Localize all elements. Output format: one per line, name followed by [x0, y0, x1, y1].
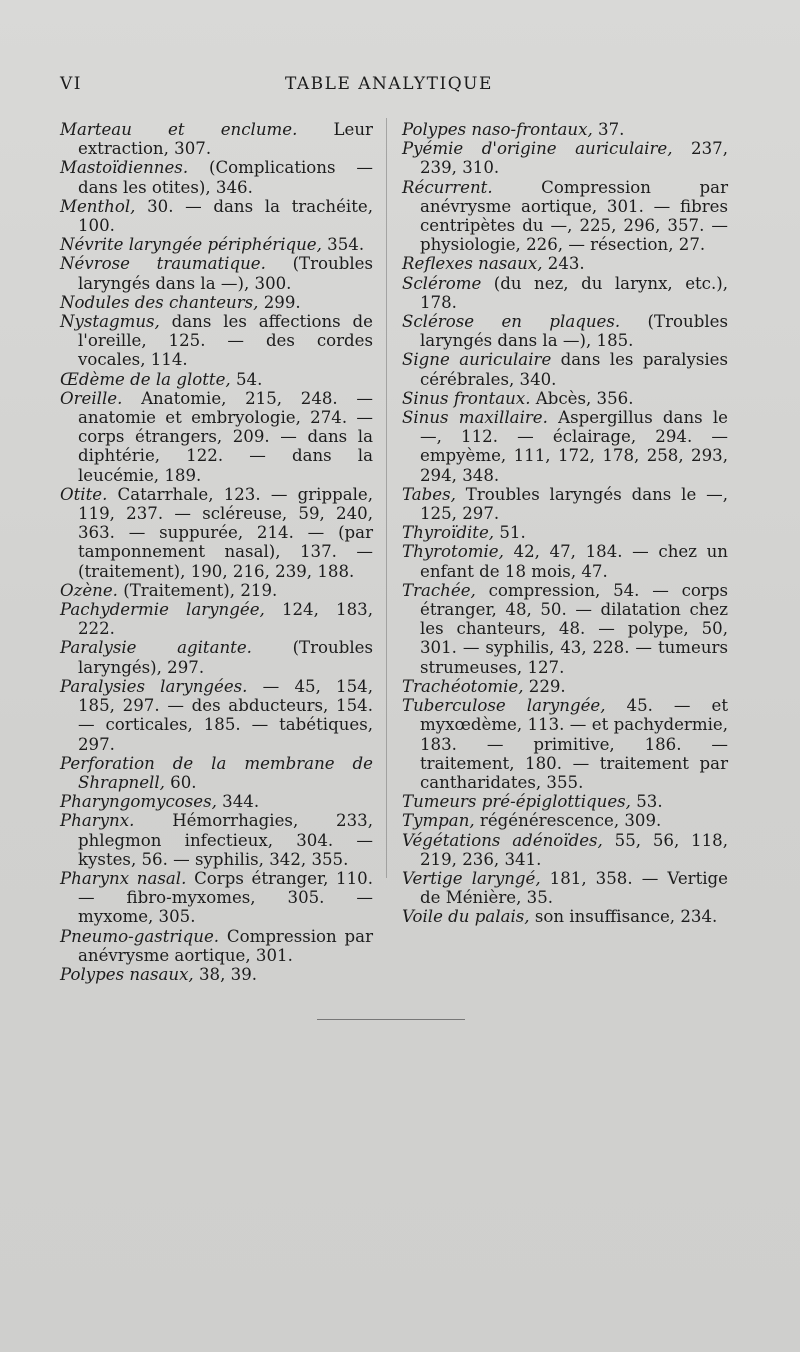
index-entry [402, 792, 728, 811]
entry-references: 237, 239, 310. [420, 139, 728, 178]
index-entry [402, 120, 728, 139]
entry-headword: Reflexes nasaux, [402, 254, 543, 274]
entry-headword: Sinus frontaux. [402, 388, 531, 408]
entry-headword: Thyrotomie, [402, 542, 504, 562]
entry-references: Aspergillus dans le —, 112. — éclairage, 294. — empyème, 111, 172, 178, 258, 293, 294, 348. [420, 408, 728, 485]
entry-headword: Ozène. [60, 580, 118, 600]
entry-references: Compression par anévrysme aortique, 301. — fibres centripètes du —, 225, 296, 357. — physiologie, 226, — résection, 27. [420, 177, 728, 255]
entry-headword: Nystagmus, [60, 312, 160, 332]
entry-references: compression, 54. — corps étranger, 48, 50. — dilatation chez les chanteurs, 48. — polype, 50, 301. — syphilis, 43, 228. — tumeurs strumeuses, 127. [420, 580, 728, 677]
index-column-left [60, 120, 373, 984]
entry-references: Hémorrhagies, 233, phlegmon infectieux, 304. — kystes, 56. — syphilis, 342, 355. [78, 811, 373, 869]
index-entry [402, 139, 728, 177]
entry-headword: Œdème de la glotte, [60, 369, 231, 389]
entry-headword: Trachéotomie, [402, 676, 524, 696]
page-number: VI [60, 74, 82, 94]
entry-headword: Tuberculose laryngée, [402, 696, 606, 716]
entry-headword: Polypes nasaux, [60, 964, 194, 984]
index-entry [402, 408, 728, 485]
index-entry [60, 754, 373, 792]
entry-references: son insuffisance, 234. [529, 907, 718, 927]
entry-headword: Trachée, [402, 580, 476, 600]
entry-references: 229. [523, 676, 566, 696]
entry-headword: Voile du palais, [402, 907, 530, 927]
entry-references: 38, 39. [193, 964, 258, 984]
entry-headword: Thyroïdite, [402, 523, 495, 543]
entry-references: Leur extraction, 307. [78, 120, 373, 159]
entry-headword: Pharynx nasal. [60, 868, 187, 888]
entry-references: 51. [494, 523, 526, 543]
entry-references: dans les paralysies cérébrales, 340. [420, 350, 728, 389]
column-divider [386, 118, 387, 878]
index-entry [402, 696, 728, 792]
index-entry [402, 869, 728, 907]
entry-headword: Névrite laryngée périphérique, [60, 235, 322, 255]
entry-headword: Pyémie d'origine auriculaire, [402, 139, 673, 159]
entry-headword: Vertige laryngé, [402, 868, 541, 888]
entry-references: 344. [216, 792, 260, 812]
entry-headword: Pharyngomycoses, [60, 792, 217, 812]
index-entry [402, 581, 728, 677]
entry-headword: Sclérose en plaques. [402, 312, 621, 332]
entry-headword: Tympan, [402, 811, 475, 831]
index-entry [60, 235, 373, 254]
index-entry [60, 158, 373, 196]
entry-headword: Sinus maxillaire. [402, 408, 548, 428]
index-entry [402, 254, 728, 273]
footer-rule [317, 1019, 465, 1020]
entry-headword: Tabes, [402, 484, 456, 504]
entry-references: 124, 183, 222. [78, 600, 373, 639]
entry-headword: Névrose traumatique. [60, 254, 266, 274]
index-entry [60, 120, 373, 158]
running-header [0, 74, 800, 102]
entry-references: 42, 47, 184. — chez un enfant de 18 mois, 47. [420, 542, 728, 581]
index-entry [60, 197, 373, 235]
index-entry [402, 677, 728, 696]
entry-references: 37. [592, 120, 625, 139]
entry-references: (Traitement), 219. [117, 580, 278, 600]
index-entry [60, 485, 373, 581]
entry-references: 53. [630, 792, 663, 812]
index-entry [402, 907, 728, 926]
index-entry [60, 792, 373, 811]
index-entry [60, 927, 373, 965]
entry-references: 45. — et myxœdème, 113. — et pachydermie, 183. — primitive, 186. — traitement, 180. — traitement par cantharidates, 355. [420, 696, 729, 792]
entry-references: dans les affections de l'oreille, 125. — des cordes vocales, 114. [78, 312, 373, 370]
index-entry [60, 370, 373, 389]
index-entry [402, 811, 728, 830]
entry-references: 60. [164, 772, 197, 792]
index-entry [60, 312, 373, 370]
index-entry [402, 178, 728, 255]
entry-references: 54. [230, 369, 263, 389]
page-title: TABLE ANALYTIQUE [285, 74, 493, 94]
entry-references: (du nez, du larynx, etc.), 178. [420, 273, 728, 312]
entry-references: Corps étranger, 110. — fibro-myxomes, 305. — myxome, 305. [78, 868, 373, 927]
index-entry [60, 638, 373, 676]
entry-references: (Complications — dans les otites), 346. [78, 158, 373, 197]
entry-references: 354. [321, 235, 365, 255]
entry-references: 181, 358. — Vertige de Ménière, 35. [420, 868, 728, 908]
index-entry [402, 274, 728, 312]
index-entry [402, 831, 728, 869]
entry-headword: Sclérome [402, 273, 482, 293]
entry-headword: Otite. [60, 484, 108, 504]
entry-headword: Pneumo-gastrique. [60, 926, 220, 946]
entry-references: 55, 56, 118, 219, 236, 341. [420, 830, 728, 869]
index-entry [402, 542, 728, 580]
entry-references: Troubles laryngés dans le —, 125, 297. [420, 484, 728, 524]
index-entry [402, 312, 728, 350]
index-entry [60, 600, 373, 638]
entry-headword: Pharynx. [60, 811, 135, 831]
entry-references: — 45, 154, 185, 297. — des abducteurs, 154. — corticales, 185. — tabétiques, 297. [78, 676, 373, 754]
entry-references: (Troubles laryngés dans la —), 185. [420, 312, 728, 351]
entry-headword: Pachydermie laryngée, [60, 600, 265, 620]
index-entry [402, 485, 728, 523]
index-entry [60, 869, 373, 927]
entry-headword: Signe auriculaire [402, 350, 552, 370]
entry-headword: Perforation de la membrane de Shrapnell, [60, 753, 373, 792]
index-entry [60, 811, 373, 869]
entry-references: 30. — dans la trachéite, 100. [78, 196, 373, 236]
entry-headword: Paralysie agitante. [60, 638, 252, 658]
entry-headword: Paralysies laryngées. [60, 676, 248, 696]
entry-references: (Troubles laryngés dans la —), 300. [78, 254, 373, 293]
entry-headword: Récurrent. [402, 177, 493, 197]
entry-references: Abcès, 356. [530, 388, 634, 408]
entry-headword: Menthol, [60, 196, 136, 216]
entry-headword: Tumeurs pré-épiglottiques, [402, 792, 631, 812]
index-entry [60, 581, 373, 600]
entry-references: 243. [542, 254, 585, 274]
index-entry [402, 389, 728, 408]
entry-references: 299. [258, 292, 301, 312]
entry-references: Compression par anévrysme aortique, 301. [78, 926, 373, 965]
index-entry [60, 254, 373, 292]
entry-references: régénérescence, 309. [474, 811, 662, 831]
index-entry [60, 677, 373, 754]
entry-headword: Végétations adénoïdes, [402, 830, 603, 850]
index-entry [402, 523, 728, 542]
index-entry [60, 389, 373, 485]
entry-references: (Troubles laryngés), 297. [78, 638, 373, 677]
index-column-right [402, 120, 728, 927]
entry-headword: Mastoïdiennes. [60, 158, 189, 178]
entry-references: Catarrhale, 123. — grippale, 119, 237. — scléreuse, 59, 240, 363. — suppurée, 214. — (par tamponnement nasal), 137. — (traitement), 190, 216, 239, 188. [78, 484, 373, 581]
entry-references: Anatomie, 215, 248. — anatomie et embryologie, 274. — corps étrangers, 209. — dans la diphtérie, 122. — dans la leucémie, 189. [78, 388, 373, 485]
entry-headword: Oreille. [60, 388, 123, 408]
entry-headword: Nodules des chanteurs, [60, 292, 259, 312]
entry-headword: Polypes naso-frontaux, [402, 120, 593, 139]
entry-headword: Marteau et enclume. [60, 120, 298, 139]
index-entry [60, 293, 373, 312]
index-entry [402, 350, 728, 388]
index-entry [60, 965, 373, 984]
